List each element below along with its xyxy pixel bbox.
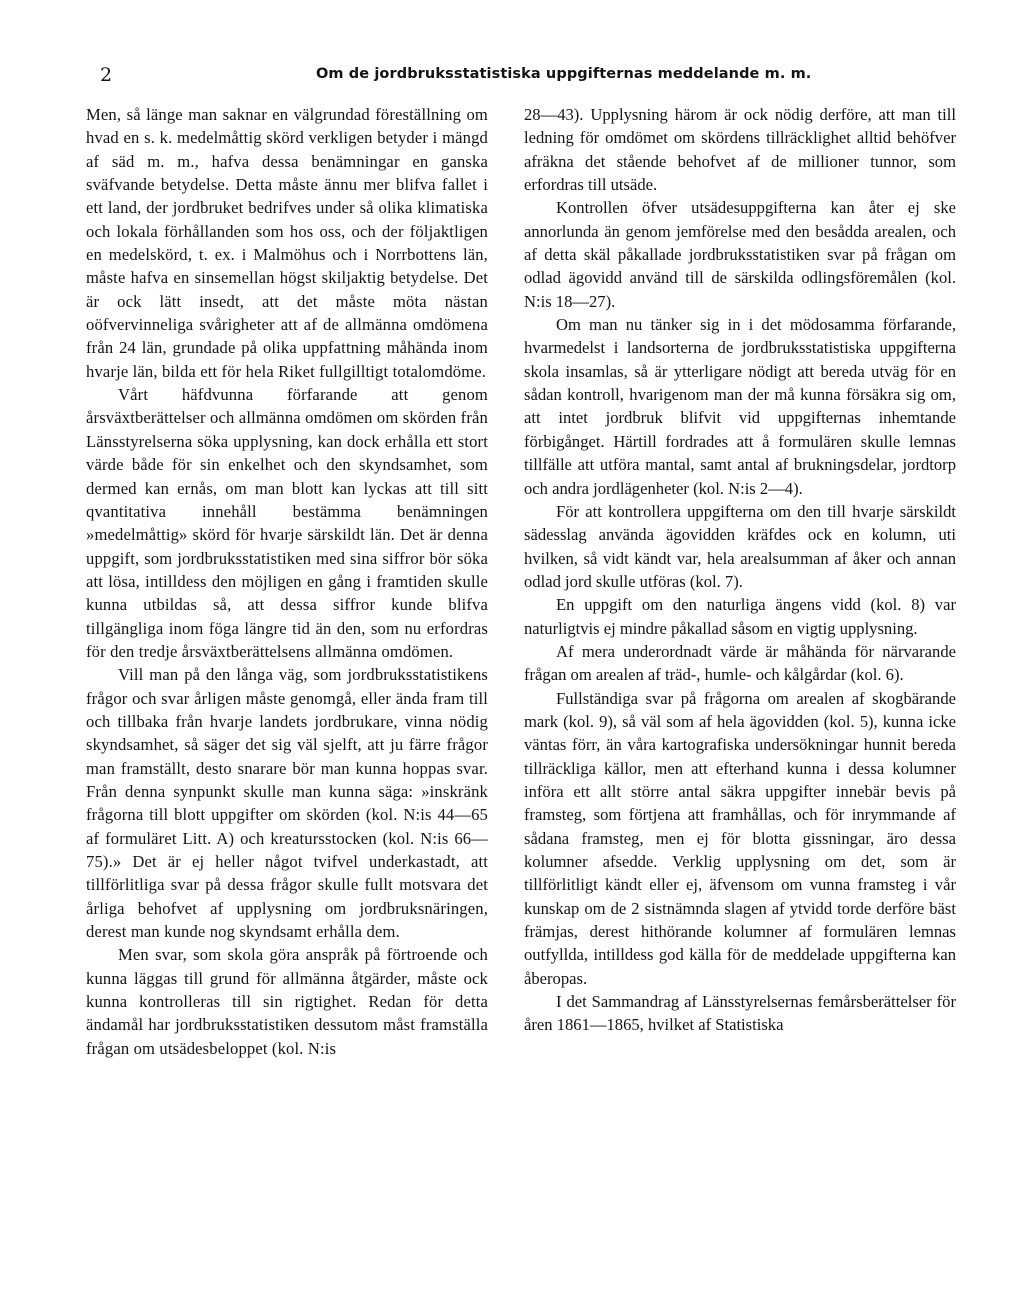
paragraph: En uppgift om den naturliga ängens vidd (kol. 8) var naturligtvis ej mindre påkallad såsom en vigtig upplysning. — [524, 595, 956, 638]
page-header — [86, 64, 956, 88]
paragraph: Vill man på den långa väg, som jordbruksstatistikens frågor och svar årligen måste genomgå, eller ända fram till och tillbaka från hvarje landets jordbrukare, vinna nödig skyndsamhet, så säger det sig väl sjelft, att ju färre frågor man framställt, desto snarare bör man kunna hoppas svar. Från denna synpunkt skulle man kunna säga: »inskränk frågorna till blott uppgifter om skörden (kol. N:is 44—65 af formuläret Litt. A) och kreatursstocken (kol. N:is 66—75).» Det är ej heller något tvifvel underkastadt, att tillförlitliga svar på dessa frågor skulle fullt motsvara det årliga behofvet af upplysning om jordbruksnäringen, derest man kunde nog skyndsamt erhålla dem. — [86, 665, 488, 942]
page-number: 2 — [100, 64, 113, 86]
paragraph: Af mera underordnadt värde är måhända för närvarande frågan om arealen af träd-, humle- och kålgårdar (kol. 6). — [524, 641, 956, 685]
paragraph: I det Sammandrag af Länsstyrelsernas femårsberättelser för åren 1861—1865, hvilket af Statistiska — [524, 992, 956, 1035]
paragraph: Kontrollen öfver utsädesuppgifterna kan åter ej ske annorlunda än genom jemförelse med den besådda arealen, och af detta skäl påkallade jordbruksstatistiken svar på frågan om odlad ägovidd använd till de särskilda odlingsföremålen (kol. N:is 18—27). — [524, 198, 956, 311]
paragraph: För att kontrollera uppgifterna om den till hvarje särskildt sädesslag använda ägovidden kräfdes ock en kolumn, uti hvilken, så vidt kändt var, hela arealsumman af åker och annan odlad jord skulle utföras (kol. 7). — [524, 501, 956, 591]
right-column — [524, 103, 956, 1037]
running-title: Om de jordbruksstatistiska uppgifternas meddelande m. m. — [316, 66, 812, 82]
paragraph: 28—43). Upplysning härom är ock nödig derföre, att man till ledning för omdömet om skördens tillräcklighet alltid behöfver afräkna det stående behofvet af de millioner tunnor, som erfordras till utsäde. — [524, 105, 956, 195]
paragraph: Om man nu tänker sig in i det mödosamma förfarande, hvarmedelst i landsorterna de jordbruksstatistiska uppgifterna skola insamlas, så är ytterligare nödigt att bereda utväg för en sådan kontroll, hvarigenom man der må kunna försäkra sig om, att intet jordbruk blifvit vid uppgifternas inhemtande förbigånget. Härtill fordrades att å formulären skulle lemnas tillfälle att utföra mantal, samt antal af brukningsdelar, jordtorp och andra jordlägenheter (kol. N:is 2—4). — [524, 315, 956, 498]
paragraph: Men svar, som skola göra anspråk på förtroende och kunna läggas till grund för allmänna åtgärder, måste ock kunna kontrolleras till sin rigtighet. Redan för detta ändamål har jordbruksstatistiken dessutom måst framställa frågan om utsädesbeloppet (kol. N:is — [86, 945, 488, 1058]
paragraph: Vårt häfdvunna förfarande att genom årsväxtberättelser och allmänna omdömen om skörden från Länsstyrelserna söka upplysning, kan dock erhålla ett stort värde både för sin enkelhet och den skyndsamhet, som dermed kan ernås, om man blott kan lyckas att till sitt qvantitativa innehåll bestämma benämningen »medelmåttig» skörd för hvarje särskildt län. Det är denna uppgift, som jordbruksstatistiken med sina siffror bör söka att lösa, intilldess den möjligen en gång i framtiden skulle kunna utbildas så, att dessa siffror kunde blifva tillgängliga inom föga längre tid än den, som nu erfordras för den tredje årsväxtberättelsens allmänna omdömen. — [86, 385, 488, 661]
paragraph: Fullständiga svar på frågorna om arealen af skogbärande mark (kol. 9), så väl som af hela ägovidden (kol. 5), kunna icke väntas förr, än våra kartografiska undersökningar hunnit bereda tillräckliga källor, men att efterhand kunna i dessa kolumner införa ett allt större antal säkra uppgifter innebär bevis på framsteg, som förtjena att framhållas, och för inrymmande af sådana framsteg, men ej för blotta gissningar, äro dessa kolumner afsedde. Verklig upplysning om det, som är tillförlitligt kändt eller ej, äfvensom om vunna framsteg i vår kunskap om de 2 sistnämnda slagen af ytvidd torde derföre bäst främjas, derest hithörande kolumner af formulären lemnas outfyllda, intilldess god källa för de meddelade uppgifterna kan åberopas. — [524, 688, 956, 988]
paragraph: Men, så länge man saknar en välgrundad föreställning om hvad en s. k. medelmåttig skörd verkligen betyder i mängd af säd m. m., hafva dessa benämningar en ganska sväfvande betydelse. Detta måste ännu mer blifva fallet i ett land, der jordbruket bedrifves under så olika klimatiska och lokala förhållanden som hos oss, och der följaktligen en medelskörd, t. ex. i Malmöhus och i Norrbottens län, måste hafva en sinsemellan högst skiljaktig betydelse. Det är ock lätt insedt, att det måste möta nästan oöfvervinneliga svårigheter att af de allmänna omdömena från 24 län, grundade på olika uppfattning måhända inom hvarje län, bilda ett för hela Riket fullgilltigt totalomdöme. — [86, 105, 488, 381]
left-column — [86, 103, 488, 1060]
